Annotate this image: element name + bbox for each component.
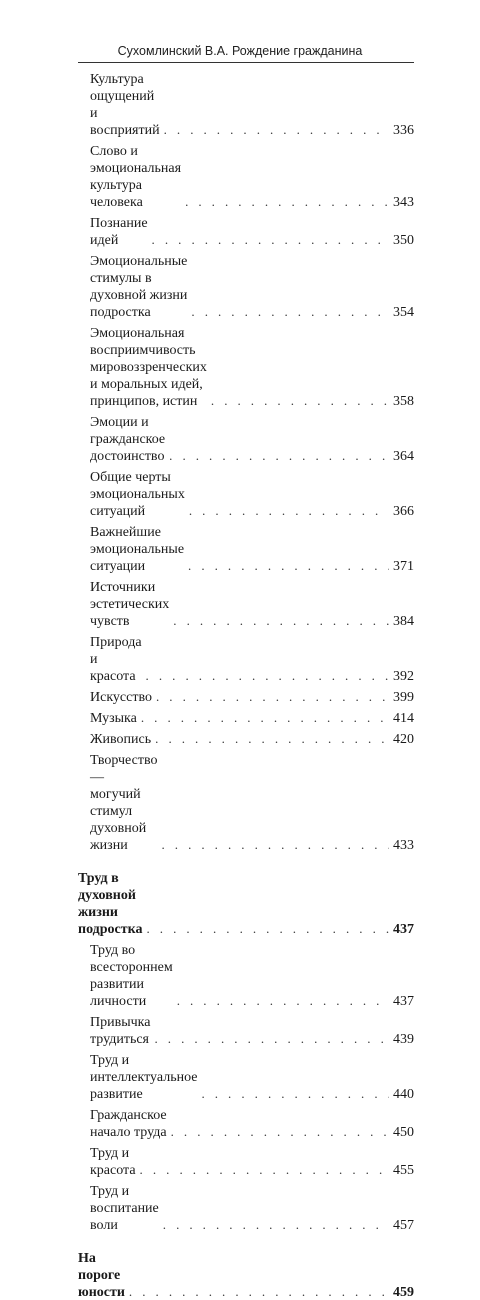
toc-entry-page: 392: [393, 669, 414, 684]
toc-entry-page: 457: [393, 1218, 414, 1233]
dot-leader: [156, 690, 389, 703]
toc-entry-page: 437: [393, 994, 414, 1009]
toc-entry-title: Живопись: [90, 732, 152, 747]
toc-entry[interactable]: [78, 577, 414, 632]
dot-leader: [189, 504, 389, 517]
dot-leader: [201, 1087, 389, 1100]
toc-entry-page: 354: [393, 305, 414, 320]
dot-leader: [164, 123, 389, 136]
section-spacer: [78, 1236, 414, 1248]
toc-entry[interactable]: [78, 729, 414, 750]
dot-leader: [152, 233, 389, 246]
toc-entry-title: Труд и воспитание воли: [90, 1184, 159, 1233]
toc-entry-page: 459: [393, 1285, 414, 1300]
dot-leader: [146, 669, 389, 682]
toc-entry-title: Культура ощущений и восприятий: [90, 72, 160, 138]
toc-entry-title: Общие черты эмоциональных ситуаций: [90, 470, 185, 519]
toc-entry-page: 366: [393, 504, 414, 519]
toc-entry[interactable]: [78, 412, 414, 467]
dot-leader: [161, 838, 389, 851]
toc-entry[interactable]: [78, 1181, 414, 1236]
toc-entry-page: 437: [393, 922, 414, 937]
dot-leader: [140, 1163, 389, 1176]
toc-entry-title: Творчество — могучий стимул духовной жизни: [90, 753, 158, 853]
toc-entry-page: 384: [393, 614, 414, 629]
dot-leader: [129, 1285, 389, 1298]
toc-entry-title: Труд во всестороннем развитии личности: [90, 943, 173, 1009]
toc-entry-title: Эмоциональная восприимчивость мировоззренческих и моральных идей, принципов, истин: [90, 326, 207, 409]
toc-entry-page: 433: [393, 838, 414, 853]
toc-entry-title: Привычка трудиться: [90, 1015, 151, 1047]
dot-leader: [141, 711, 389, 724]
toc-entry[interactable]: [78, 708, 414, 729]
dot-leader: [177, 994, 389, 1007]
table-of-contents: [78, 69, 414, 1300]
dot-leader: [191, 305, 389, 318]
toc-entry-title: Искусство: [90, 690, 152, 705]
toc-entry[interactable]: [78, 1105, 414, 1143]
toc-entry[interactable]: [78, 522, 414, 577]
toc-entry-title: Музыка: [90, 711, 137, 726]
toc-entry-page: 450: [393, 1125, 414, 1140]
toc-entry-page: 350: [393, 233, 414, 248]
toc-entry-title: Познание идей: [90, 216, 148, 248]
dot-leader: [171, 1125, 389, 1138]
toc-section-heading[interactable]: [78, 868, 414, 940]
dot-leader: [146, 922, 389, 935]
toc-entry-page: 371: [393, 559, 414, 574]
toc-section-heading[interactable]: [78, 1248, 414, 1300]
toc-entry-title: Природа и красота: [90, 635, 142, 684]
toc-entry-page: 455: [393, 1163, 414, 1178]
dot-leader: [188, 559, 389, 572]
dot-leader: [163, 1218, 389, 1231]
toc-entry[interactable]: [78, 251, 414, 323]
toc-entry-title: Слово и эмоциональная культура человека: [90, 144, 182, 210]
toc-entry-title: Важнейшие эмоциональные ситуации: [90, 525, 185, 574]
toc-entry-page: 358: [393, 394, 414, 409]
toc-entry-title: Труд и интеллектуальное развитие: [90, 1053, 198, 1102]
toc-entry-page: 336: [393, 123, 414, 138]
dot-leader: [211, 394, 389, 407]
toc-entry-page: 364: [393, 449, 414, 464]
toc-entry-page: 420: [393, 732, 414, 747]
dot-leader: [185, 195, 389, 208]
toc-entry[interactable]: [78, 687, 414, 708]
dot-leader: [155, 732, 389, 745]
toc-entry[interactable]: [78, 69, 414, 141]
dot-leader: [154, 1032, 389, 1045]
toc-entry[interactable]: [78, 1143, 414, 1181]
toc-entry-title: На пороге юности: [78, 1251, 125, 1300]
toc-entry[interactable]: [78, 213, 414, 251]
toc-entry[interactable]: [78, 940, 414, 1012]
dot-leader: [173, 614, 389, 627]
toc-entry[interactable]: [78, 323, 414, 412]
running-head: Сухомлинский В.А. Рождение гражданина: [117, 44, 363, 58]
toc-entry-page: 399: [393, 690, 414, 705]
toc-entry-page: 440: [393, 1087, 414, 1102]
toc-entry-title: Труд и красота: [90, 1146, 136, 1178]
toc-entry[interactable]: [78, 1050, 414, 1105]
toc-entry[interactable]: [78, 632, 414, 687]
section-spacer: [78, 856, 414, 868]
header-rule: [78, 62, 414, 63]
toc-entry-title: Источники эстетических чувств: [90, 580, 170, 629]
toc-entry[interactable]: [78, 1012, 414, 1050]
toc-entry-page: 414: [393, 711, 414, 726]
toc-entry-title: Гражданское начало труда: [90, 1108, 167, 1140]
toc-entry-page: 439: [393, 1032, 414, 1047]
toc-entry-title: Эмоции и гражданское достоинство: [90, 415, 166, 464]
toc-entry-title: Эмоциональные стимулы в духовной жизни подростка: [90, 254, 188, 320]
toc-entry[interactable]: [78, 750, 414, 856]
dot-leader: [169, 449, 389, 462]
toc-entry[interactable]: [78, 141, 414, 213]
toc-entry-page: 343: [393, 195, 414, 210]
toc-entry[interactable]: [78, 467, 414, 522]
toc-entry-title: Труд в духовной жизни подростка: [78, 871, 143, 937]
